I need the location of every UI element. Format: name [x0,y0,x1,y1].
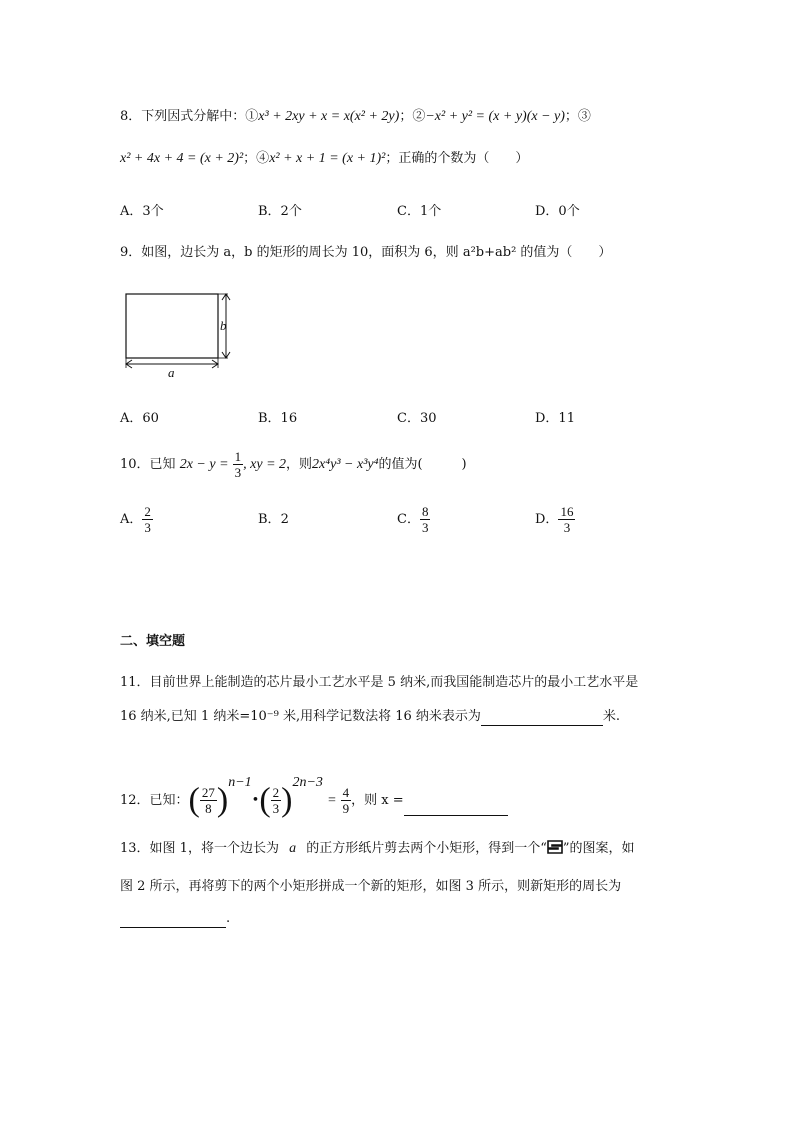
q10-prefix: 10．已知 [120,457,176,472]
q8-line2 [120,150,528,168]
q13-line1-a: 13．如图 1，将一个边长为 [120,841,279,856]
q13-line1 [120,840,635,858]
q12-frac-27-8: $\frac{27}{8}$ [201,785,215,816]
section-heading: 二、填空题 [120,634,186,649]
q8-sep1: ； [399,109,413,124]
q10-option-b: B．2 [258,512,289,527]
q10-expr: 2x⁴y³ − x³y⁴ [312,457,379,472]
q11-line2 [120,708,620,726]
q8-line1 [120,108,591,126]
q8-expr1: x³ + 2xy + x = x(x² + 2y) [258,109,400,124]
q9-text: 9．如图，边长为 a，b 的矩形的周长为 10，面积为 6，则 a²b+ab² 的值为（ ） [120,245,612,260]
q8-sep2: ； [564,109,578,124]
q12-dot: • [251,793,260,808]
q12-exp2: 2n−3 [292,775,323,790]
s-shape-icon [547,840,563,854]
q12-eq: = [327,793,337,808]
q13-line2: 图 2 所示，再将剪下的两个小矩形拼成一个新的矩形，如图 3 所示，则新矩形的周长为 [120,879,622,894]
q11-line1: 11．目前世界上能制造的芯片最小工艺水平是 5 纳米,而我国能制造芯片的最小工艺水平是 [120,675,639,690]
q10-tail: 的值为( ) [378,457,467,472]
q10-option-d: D． $\frac{16}{3}$ [535,504,574,535]
q12-frac-4-9: $\frac{4}{9}$ [342,785,350,816]
q11-line2-prefix: 16 纳米,已知 1 纳米=10⁻⁹ 米,用科学记数法将 16 纳米表示为 [120,709,481,724]
rectangle-figure [120,288,250,378]
q13-answer-blank[interactable] [120,913,226,928]
q8-expr2: −x² + y² = (x + y)(x − y) [425,109,565,124]
q12-tail: ，则 x = [351,793,404,808]
circle-num-1: ① [245,109,259,124]
q8-sep3: ； [243,151,257,166]
q8-option-b: B．2个 [258,204,302,219]
q10-frac-one-third: $\frac{1}{3}$ [234,449,242,480]
q13-line1-c: ”的图案，如 [562,841,635,856]
q9-option-a: A．60 [120,411,159,426]
q12-exp1: n−1 [228,775,252,790]
q9-option-b: B．16 [258,411,298,426]
q8-option-c: C．1个 [397,204,442,219]
q10-option-a: A． $\frac{2}{3}$ [120,504,151,535]
q8-option-d: D．0个 [535,204,580,219]
q8-expr4: x² + x + 1 = (x + 1)² [269,151,386,166]
q13-line3 [120,910,230,928]
q10-cond-left: 2x − y = [179,457,229,472]
q12-line: 12．已知：( $\frac{27}{8}$ )$^{n-1}$•( $\frac{2}{3}$ )$^{2n-3}$ = $\frac{4}{9}$ ，则 x = [120,758,508,826]
q13-line1-b: 的正方形纸片剪去两个小矩形，得到一个“ [306,841,547,856]
circle-num-3: ③ [577,109,591,124]
circle-num-4: ④ [256,151,270,166]
q10-mid: ，则 [286,457,313,472]
q10-option-c: C． $\frac{8}{3}$ [397,504,429,535]
q9-option-c: C．30 [397,411,437,426]
q13-var-a: a [289,841,297,856]
q8-prefix: 8．下列因式分解中： [120,109,246,124]
label-b: b [220,318,227,333]
q9-option-d: D．11 [535,411,575,426]
q12-frac-2-3: $\frac{2}{3}$ [272,785,280,816]
q8-tail: ；正确的个数为（ ） [385,151,529,166]
q10-cond-right: , xy = 2 [243,457,287,472]
q12-answer-blank[interactable] [404,785,508,816]
q10-line [120,448,467,482]
q11-answer-blank[interactable] [481,711,603,726]
label-a: a [168,365,175,378]
q13-line3-suffix: . [226,911,231,926]
circle-num-2: ② [412,109,426,124]
q8-expr3: x² + 4x + 4 = (x + 2)² [120,151,244,166]
q8-option-a: A．3个 [120,204,164,219]
q11-line2-suffix: 米. [602,709,621,724]
q12-prefix: 12．已知： [120,793,189,808]
